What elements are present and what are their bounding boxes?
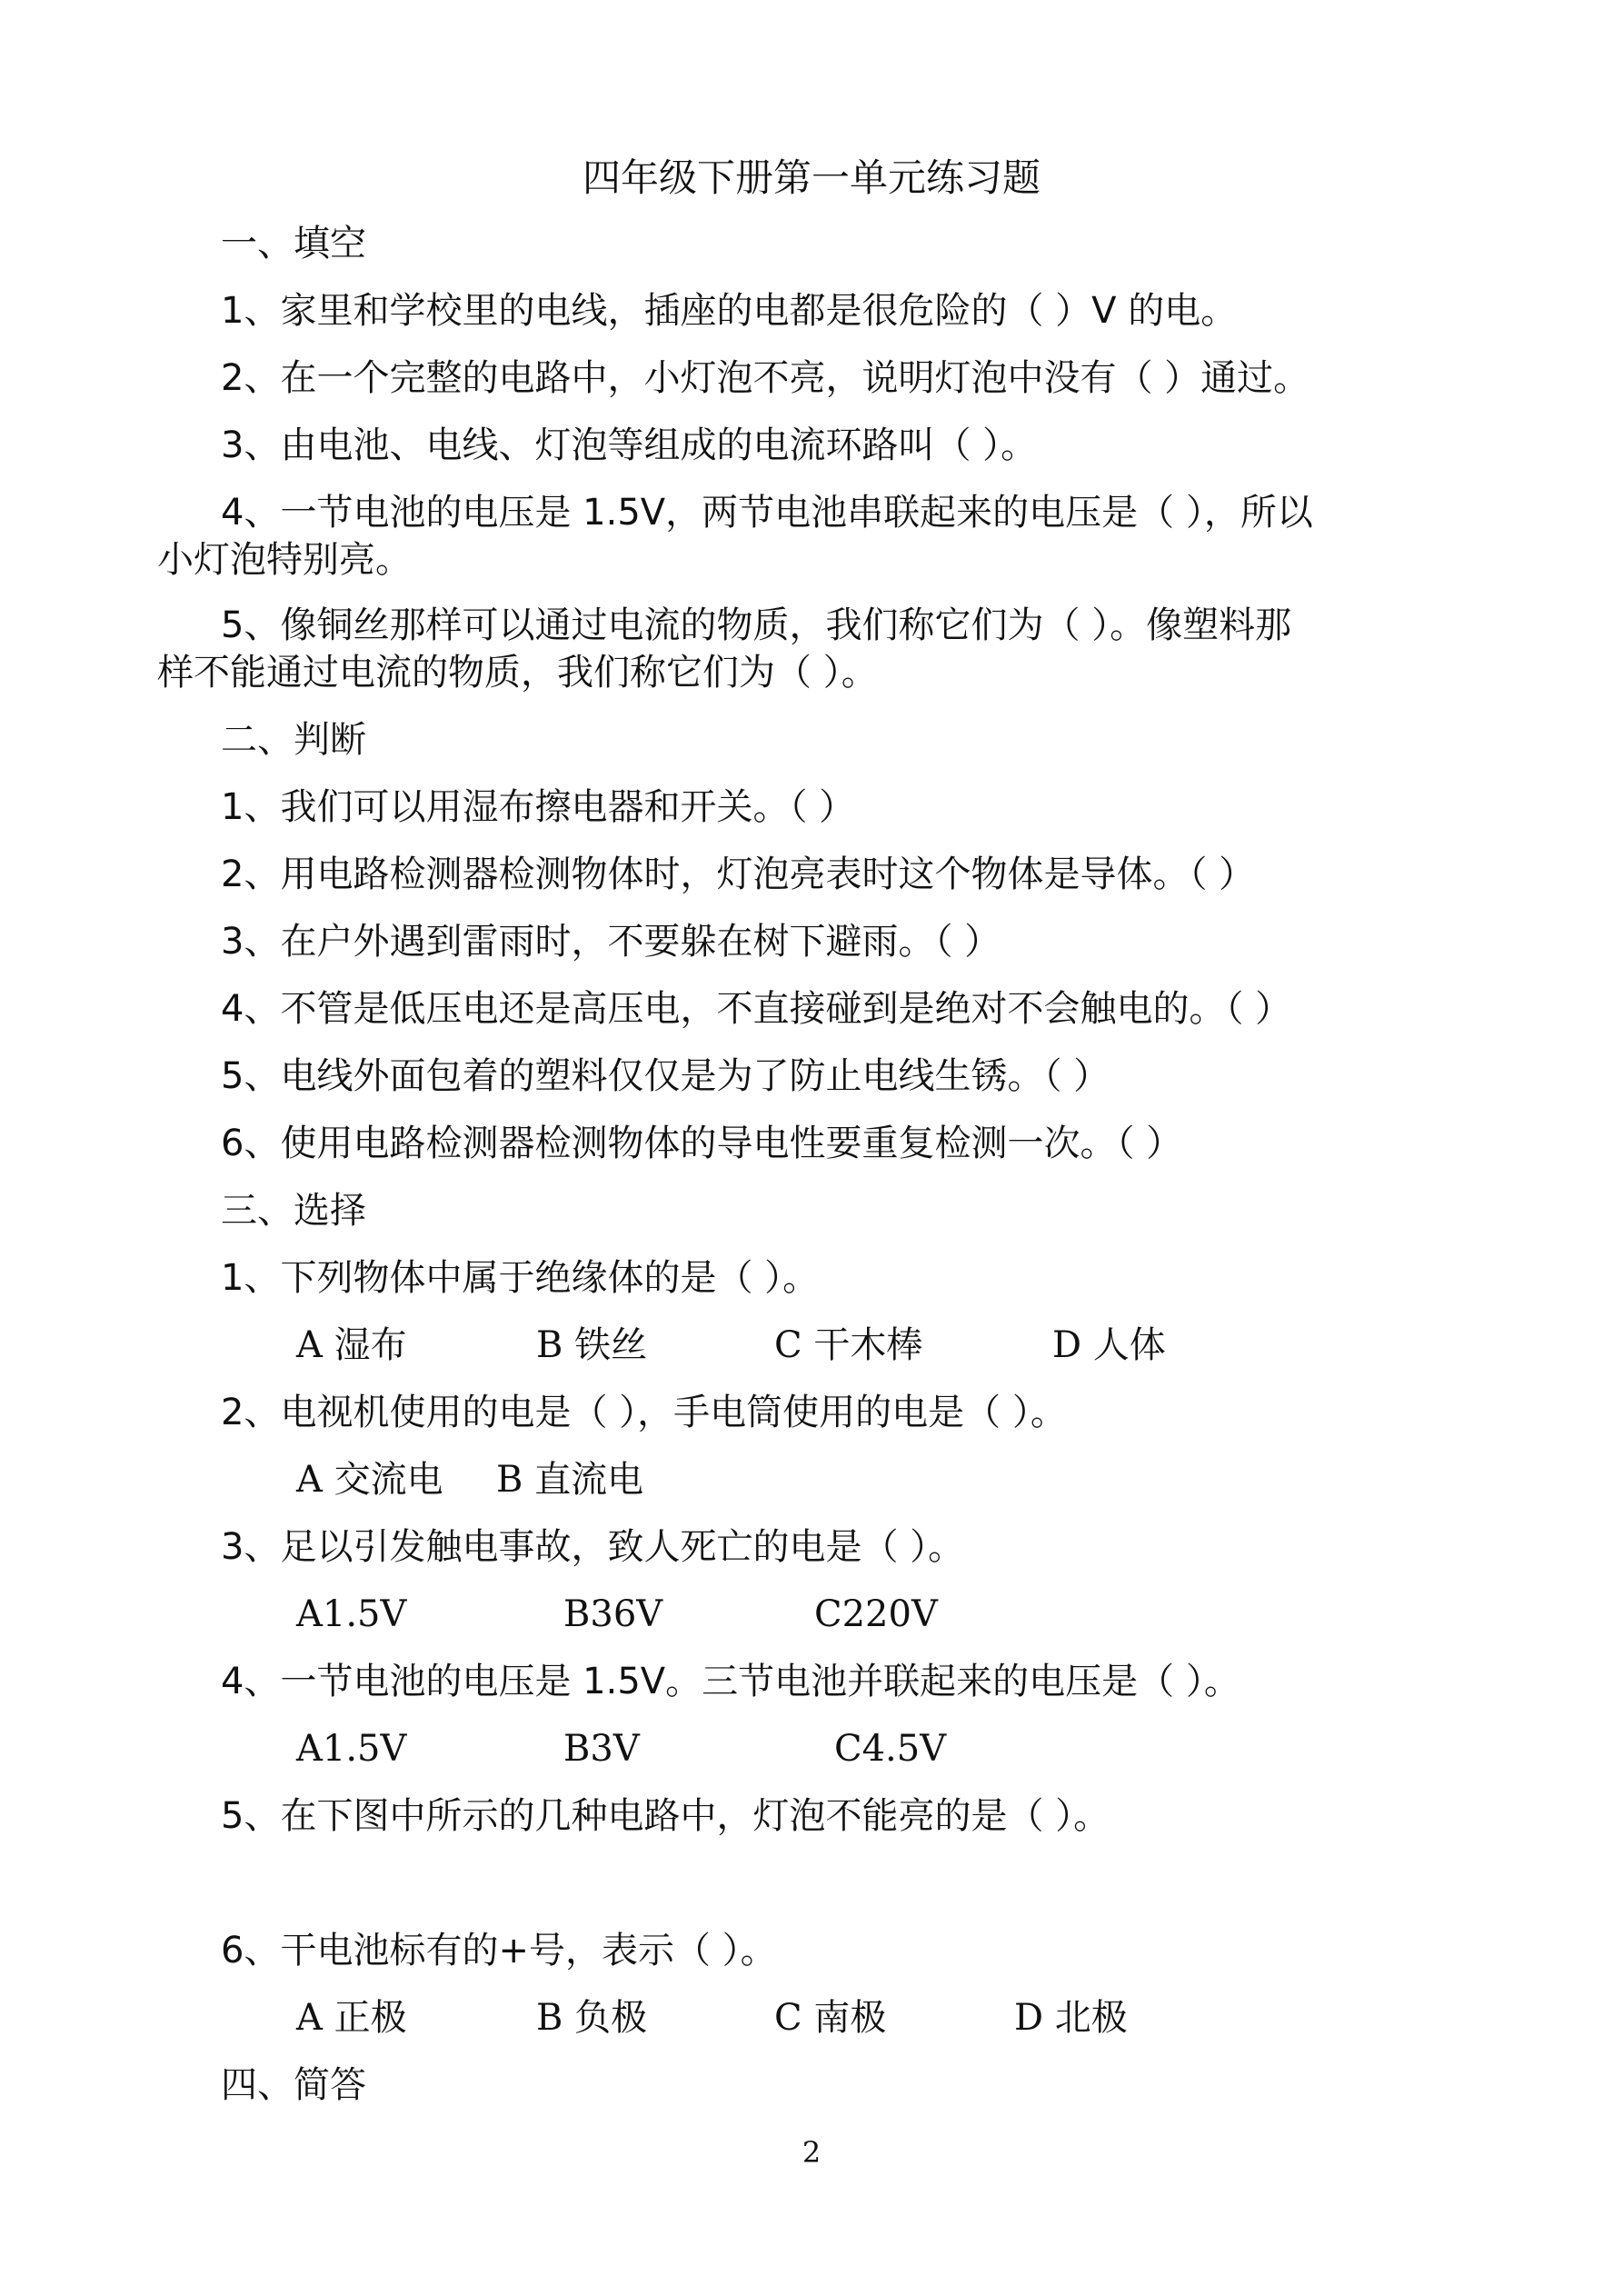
choice-2-option-b: B 直流电 (496, 1459, 644, 1501)
choice-6-option-a: A 正极 (296, 1997, 407, 2039)
section-heading-fill-blank: 一、填空 (221, 223, 366, 265)
fill-blank-question-2: 2、在一个完整的电路中，小灯泡不亮，说明灯泡中没有（ ）通过。 (221, 357, 1310, 399)
choice-question-5: 5、在下图中所示的几种电路中，灯泡不能亮的是（ ）。 (221, 1795, 1110, 1837)
fill-blank-question-3: 3、由电池、电线、灯泡等组成的电流环路叫（ ）。 (221, 424, 1038, 466)
choice-4-option-a: A1.5V (296, 1728, 407, 1770)
choice-4-option-c: C4.5V (834, 1728, 947, 1770)
fill-blank-question-4-line-1: 4、一节电池的电压是 1.5V，两节电池串联起来的电压是（ ），所以 (221, 492, 1313, 534)
choice-2-option-a: A 交流电 (296, 1459, 443, 1501)
choice-question-2: 2、电视机使用的电是（ ），手电筒使用的电是（ ）。 (221, 1392, 1067, 1433)
worksheet-title: 四年级下册第一单元练习题 (582, 155, 1041, 200)
true-false-question-5: 5、电线外面包着的塑料仅仅是为了防止电线生锈。（ ） (221, 1055, 1110, 1097)
choice-1-option-a: A 湿布 (296, 1324, 407, 1366)
choice-3-option-a: A1.5V (296, 1593, 407, 1635)
choice-1-option-c: C 干木棒 (774, 1324, 923, 1366)
true-false-question-6: 6、使用电路检测器检测物体的导电性要重复检测一次。（ ） (221, 1123, 1183, 1164)
true-false-question-2: 2、用电路检测器检测物体时，灯泡亮表时这个物体是导体。（ ） (221, 854, 1256, 895)
section-heading-multiple-choice: 三、选择 (221, 1190, 366, 1232)
choice-question-6: 6、干电池标有的+号，表示（ ）。 (221, 1930, 777, 1972)
page-number: 2 (802, 2135, 821, 2170)
choice-question-1: 1、下列物体中属于绝缘体的是（ ）。 (221, 1257, 820, 1299)
choice-question-4: 4、一节电池的电压是 1.5V。三节电池并联起来的电压是（ ）。 (221, 1661, 1240, 1702)
choice-3-option-b: B36V (563, 1593, 663, 1635)
fill-blank-question-5-line-2: 样不能通过电流的物质，我们称它们为（ ）。 (157, 652, 878, 694)
fill-blank-question-4-line-2: 小灯泡特别亮。 (157, 539, 412, 581)
section-heading-true-false: 二、判断 (221, 719, 366, 761)
choice-question-3: 3、足以引发触电事故，致人死亡的电是（ ）。 (221, 1526, 965, 1568)
true-false-question-3: 3、在户外遇到雷雨时，不要躲在树下避雨。（ ） (221, 921, 1001, 963)
fill-blank-question-1: 1、家里和学校里的电线，插座的电都是很危险的（ ）V 的电。 (221, 290, 1238, 332)
choice-4-option-b: B3V (563, 1728, 640, 1770)
choice-6-option-b: B 负极 (536, 1997, 648, 2039)
section-heading-short-answer: 四、简答 (221, 2064, 366, 2106)
true-false-question-4: 4、不管是低压电还是高压电，不直接碰到是绝对不会触电的。（ ） (221, 988, 1292, 1030)
choice-6-option-d: D 北极 (1014, 1997, 1128, 2039)
choice-3-option-c: C220V (814, 1593, 938, 1635)
true-false-question-1: 1、我们可以用湿布擦电器和开关。（ ） (221, 786, 856, 828)
choice-6-option-c: C 南极 (774, 1997, 887, 2039)
choice-1-option-d: D 人体 (1052, 1324, 1166, 1366)
choice-1-option-b: B 铁丝 (536, 1324, 648, 1366)
fill-blank-question-5-line-1: 5、像铜丝那样可以通过电流的物质，我们称它们为（ ）。像塑料那 (221, 604, 1292, 646)
